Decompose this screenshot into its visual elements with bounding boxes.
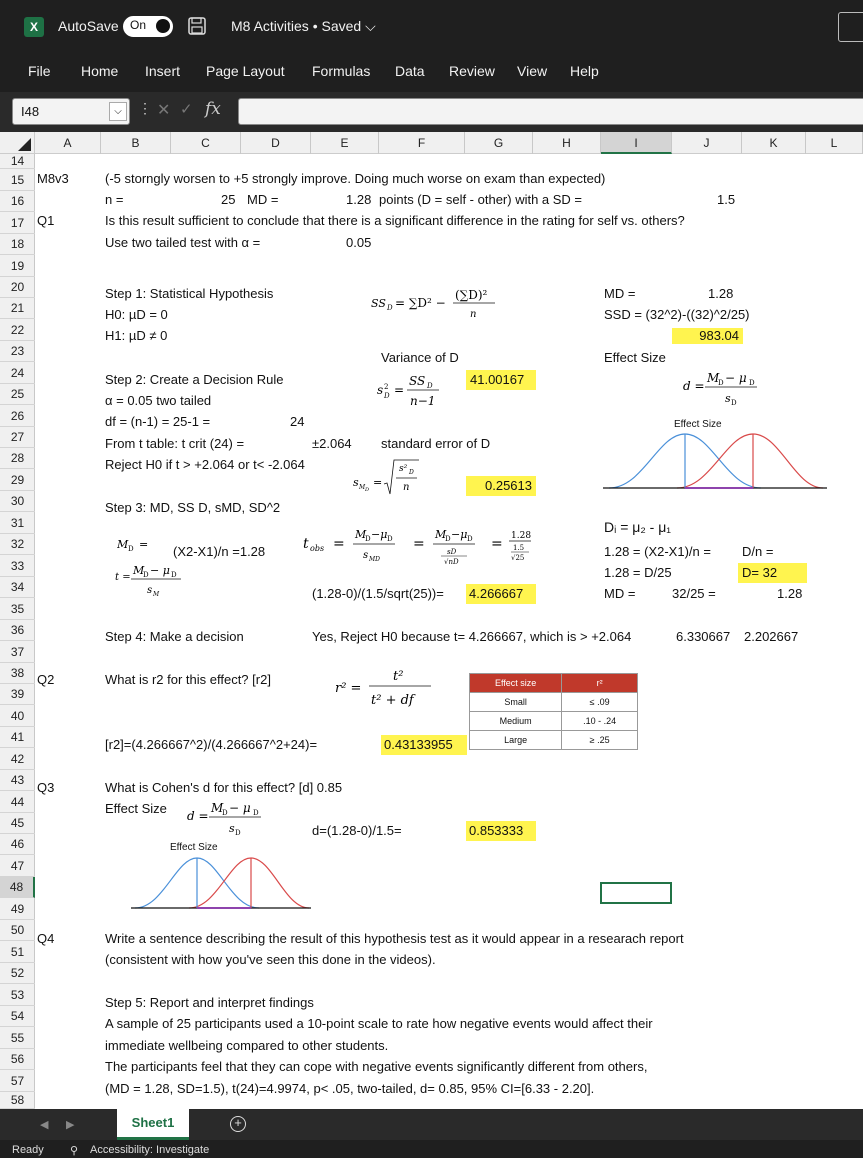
column-header-e[interactable]: E bbox=[311, 132, 379, 154]
cell-g29[interactable]: 0.25613 bbox=[466, 476, 536, 496]
tab-help[interactable]: Help bbox=[570, 63, 599, 79]
row-header-23[interactable]: 23 bbox=[0, 341, 35, 362]
cell-i21[interactable]: SSD = (32^2)-((32)^2/25) bbox=[604, 307, 750, 322]
row-header-52[interactable]: 52 bbox=[0, 963, 35, 984]
status-bar bbox=[0, 1140, 863, 1158]
svg-text:D: D bbox=[222, 809, 228, 817]
column-header-j[interactable]: J bbox=[672, 132, 742, 154]
cell-k32[interactable]: D/n = bbox=[742, 544, 774, 559]
svg-text:=: = bbox=[333, 536, 345, 552]
save-icon[interactable] bbox=[188, 17, 206, 35]
r-squared-formula bbox=[335, 660, 445, 710]
svg-text:t² + df: t² + df bbox=[371, 693, 414, 708]
title-bar bbox=[0, 0, 863, 52]
row-header-47[interactable]: 47 bbox=[0, 855, 35, 877]
row-header-22[interactable]: 22 bbox=[0, 319, 35, 341]
md-formula bbox=[117, 532, 175, 556]
svg-text:−μ: −μ bbox=[451, 528, 468, 541]
svg-text:=: = bbox=[491, 536, 503, 552]
cell-b28[interactable]: Reject H0 if t > +2.064 or t< -2.064 bbox=[105, 457, 305, 472]
t-obs-numerator: 1.28 bbox=[511, 531, 532, 541]
cell-b41[interactable]: [r2]=(4.266667^2)/(4.266667^2+24)= bbox=[105, 737, 318, 752]
cell-f27[interactable]: standard error of D bbox=[381, 436, 491, 451]
cell-j20[interactable]: 1.28 bbox=[708, 286, 734, 301]
svg-text:M: M bbox=[211, 801, 224, 815]
worksheet-grid[interactable] bbox=[35, 154, 863, 1109]
svg-text:M: M bbox=[153, 591, 160, 598]
cell-j22[interactable]: 983.04 bbox=[672, 328, 743, 344]
svg-text:= ∑D² −: = ∑D² − bbox=[395, 296, 446, 310]
svg-text:D: D bbox=[128, 545, 134, 553]
column-header-l[interactable]: L bbox=[806, 132, 863, 154]
cell-b30[interactable]: Step 3: MD, SS D, sMD, SD^2 bbox=[105, 500, 281, 515]
row-header-30[interactable]: 30 bbox=[0, 491, 35, 512]
select-all-icon bbox=[18, 138, 31, 151]
svg-text:− μ: − μ bbox=[725, 371, 747, 385]
svg-text:M: M bbox=[359, 484, 366, 491]
row-header-29[interactable]: 29 bbox=[0, 469, 35, 491]
svg-text:t: t bbox=[303, 536, 309, 552]
ribbon-tabs bbox=[0, 52, 863, 92]
cohens-d-formula bbox=[669, 366, 769, 410]
svg-text:(∑D)²: (∑D)² bbox=[455, 288, 488, 302]
svg-text:D: D bbox=[718, 379, 724, 387]
add-sheet-icon[interactable]: + bbox=[230, 1116, 246, 1132]
cell-b15[interactable]: (-5 storngly worsen to +5 strongly improve. Doing much worse on exam than expected) bbox=[105, 171, 606, 186]
effect-size-distributions bbox=[603, 430, 827, 490]
column-header-i[interactable]: I bbox=[601, 132, 672, 154]
svg-text:D: D bbox=[409, 469, 414, 476]
cell-b55[interactable]: immediate wellbeing compared to other students. bbox=[105, 1038, 389, 1053]
svg-text:D: D bbox=[387, 304, 393, 312]
row-header-32[interactable]: 32 bbox=[0, 534, 35, 555]
row-header-37[interactable]: 37 bbox=[0, 641, 35, 663]
column-header-a[interactable]: A bbox=[35, 132, 101, 154]
row-header-42[interactable]: 42 bbox=[0, 748, 35, 770]
row-header-34[interactable]: 34 bbox=[0, 577, 35, 598]
effect-table-cell: ≥ .25 bbox=[562, 731, 638, 750]
svg-text:D: D bbox=[171, 571, 177, 579]
cell-b20[interactable]: Step 1: Statistical Hypothesis bbox=[105, 286, 274, 301]
row-header-44[interactable]: 44 bbox=[0, 791, 35, 813]
cell-b25[interactable]: α = 0.05 two tailed bbox=[105, 393, 212, 408]
svg-text:s: s bbox=[353, 476, 359, 489]
row-header-50[interactable]: 50 bbox=[0, 920, 35, 941]
variance-formula bbox=[377, 366, 447, 412]
row-header-17[interactable]: 17 bbox=[0, 212, 35, 234]
svg-text:√nD: √nD bbox=[444, 558, 459, 566]
cell-f36[interactable]: Yes, Reject H0 because t= 4.266667, which is > +2.064 bbox=[312, 629, 632, 644]
cell-b50[interactable]: Write a sentence describing the result of this hypothesis test as it would appear in a researach report bbox=[105, 931, 684, 946]
tab-view[interactable]: View bbox=[517, 63, 548, 79]
tab-formulas[interactable]: Formulas bbox=[312, 63, 371, 79]
excel-icon: X bbox=[24, 17, 44, 37]
more-icon: ⋮ bbox=[138, 100, 152, 116]
row-header-14[interactable]: 14 bbox=[0, 154, 35, 169]
row-header-20[interactable]: 20 bbox=[0, 277, 35, 298]
svg-text:sD: sD bbox=[447, 548, 457, 556]
cell-b57[interactable]: (MD = 1.28, SD=1.5), t(24)=4.9974, p< .05, two-tailed, d= 0.85, 95% CI=[6.33 - 2.20]. bbox=[105, 1081, 595, 1096]
svg-text:D: D bbox=[467, 535, 473, 543]
formula-input[interactable] bbox=[238, 98, 863, 125]
row-header-28[interactable]: 28 bbox=[0, 448, 35, 469]
cell-g45[interactable]: 0.853333 bbox=[466, 821, 536, 841]
effect-table-header-r2: r² bbox=[562, 674, 638, 693]
svg-text:s: s bbox=[363, 550, 369, 561]
tab-data[interactable]: Data bbox=[395, 63, 425, 79]
cell-d27[interactable]: ±2.064 bbox=[312, 436, 352, 451]
column-headers bbox=[0, 132, 863, 154]
row-header-36[interactable]: 36 bbox=[0, 620, 35, 641]
column-header-g[interactable]: G bbox=[465, 132, 533, 154]
toggle-knob bbox=[156, 19, 170, 33]
tab-review[interactable]: Review bbox=[449, 63, 495, 79]
svg-text:r² =: r² = bbox=[335, 681, 362, 696]
row-header-16[interactable]: 16 bbox=[0, 191, 35, 212]
status-ready: Ready bbox=[12, 1144, 44, 1156]
svg-text:s: s bbox=[725, 392, 731, 405]
tab-home[interactable]: Home bbox=[81, 63, 119, 79]
svg-text:D: D bbox=[253, 809, 259, 817]
t-obs-sqrt-n: √25 bbox=[511, 554, 525, 562]
svg-text:D: D bbox=[387, 535, 393, 543]
svg-text:D: D bbox=[731, 399, 737, 407]
row-header-49[interactable]: 49 bbox=[0, 898, 35, 920]
row-header-41[interactable]: 41 bbox=[0, 727, 35, 748]
svg-text:SS: SS bbox=[371, 297, 386, 310]
row-header-51[interactable]: 51 bbox=[0, 941, 35, 963]
cell-l34[interactable]: 1.28 bbox=[777, 586, 803, 601]
row-headers bbox=[0, 154, 35, 1109]
svg-text:D: D bbox=[235, 829, 241, 837]
svg-text:s: s bbox=[377, 383, 384, 397]
cell-f34[interactable]: (1.28-0)/(1.5/sqrt(25))= bbox=[312, 586, 444, 601]
row-header-53[interactable]: 53 bbox=[0, 984, 35, 1006]
svg-text:M: M bbox=[133, 564, 145, 577]
svg-text:SS: SS bbox=[409, 374, 426, 388]
tab-insert[interactable]: Insert bbox=[145, 63, 181, 79]
row-header-58[interactable]: 58 bbox=[0, 1092, 35, 1109]
svg-text:s²: s² bbox=[399, 464, 408, 474]
cell-k33[interactable]: D= 32 bbox=[738, 563, 807, 583]
svg-text:M: M bbox=[355, 528, 367, 541]
effect-table-cell: Medium bbox=[470, 712, 562, 731]
cell-f16[interactable]: points (D = self - other) with a SD = bbox=[379, 192, 583, 207]
cell-b21[interactable]: H0: µD = 0 bbox=[105, 307, 168, 322]
effect-size-caption: Effect Size bbox=[674, 419, 722, 430]
svg-text:=: = bbox=[413, 536, 425, 552]
svg-text:=: = bbox=[394, 383, 405, 397]
formula-bar bbox=[0, 92, 863, 132]
row-header-38[interactable]: 38 bbox=[0, 663, 35, 684]
svg-text:M: M bbox=[707, 371, 720, 385]
sheet-tab-sheet1[interactable]: Sheet1 bbox=[117, 1109, 189, 1140]
svg-text:n: n bbox=[403, 482, 410, 493]
svg-text:M: M bbox=[117, 538, 129, 551]
svg-text:M: M bbox=[435, 528, 447, 541]
cohens-d-formula-q3 bbox=[181, 796, 281, 840]
effect-size-distributions-q3 bbox=[131, 854, 311, 910]
svg-text:s: s bbox=[229, 822, 235, 835]
svg-text:=: = bbox=[139, 538, 149, 551]
cell-c32[interactable]: (X2-X1)/n =1.28 bbox=[173, 544, 266, 559]
cell-i20[interactable]: MD = bbox=[604, 286, 636, 301]
row-header-48[interactable]: 48 bbox=[0, 877, 35, 898]
cell-j36[interactable]: 6.330667 bbox=[676, 629, 731, 644]
svg-text:D: D bbox=[749, 379, 755, 387]
row-header-35[interactable]: 35 bbox=[0, 598, 35, 620]
row-header-21[interactable]: 21 bbox=[0, 298, 35, 319]
accessibility-status[interactable]: Accessibility: Investigate bbox=[90, 1144, 210, 1156]
row-header-55[interactable]: 55 bbox=[0, 1027, 35, 1049]
prev-sheet-icon[interactable]: ◀ bbox=[40, 1119, 49, 1131]
cell-a43[interactable]: Q3 bbox=[37, 780, 55, 795]
svg-text:t =: t = bbox=[115, 572, 131, 583]
cell-a17[interactable]: Q1 bbox=[37, 213, 55, 228]
column-header-c[interactable]: C bbox=[171, 132, 241, 154]
check-icon[interactable]: ✓ bbox=[180, 101, 193, 118]
column-header-d[interactable]: D bbox=[241, 132, 311, 154]
svg-text:D: D bbox=[365, 487, 370, 493]
svg-text:− μ: − μ bbox=[229, 801, 251, 815]
cell-k36[interactable]: 2.202667 bbox=[744, 629, 799, 644]
cell-b22[interactable]: H1: µD ≠ 0 bbox=[105, 328, 168, 343]
cell-i34[interactable]: MD = bbox=[604, 586, 636, 601]
svg-text:d =: d = bbox=[187, 809, 209, 823]
standard-error-formula bbox=[353, 454, 433, 504]
column-header-k[interactable]: K bbox=[742, 132, 806, 154]
row-header-24[interactable]: 24 bbox=[0, 362, 35, 384]
cell-b16[interactable]: n = bbox=[105, 192, 124, 207]
cell-a50[interactable]: Q4 bbox=[37, 931, 55, 946]
table-row bbox=[470, 693, 638, 712]
name-box[interactable] bbox=[12, 98, 130, 125]
cell-b26[interactable]: df = (n-1) = 25-1 = bbox=[105, 414, 211, 429]
cell-b17[interactable]: Is this result sufficient to conclude that there is a significant difference in the rating for self vs. others? bbox=[105, 213, 685, 228]
cell-b18[interactable]: Use two tailed test with α = bbox=[105, 235, 261, 250]
row-header-18[interactable]: 18 bbox=[0, 234, 35, 255]
cell-i31[interactable]: Dᵢ = μ₂ - μ₁ bbox=[604, 519, 671, 535]
effect-table-cell: Small bbox=[470, 693, 562, 712]
row-header-25[interactable]: 25 bbox=[0, 384, 35, 405]
svg-text:D: D bbox=[445, 535, 451, 543]
svg-text:D: D bbox=[427, 382, 433, 390]
cell-i23[interactable]: Effect Size bbox=[604, 350, 666, 365]
cell-g34[interactable]: 4.266667 bbox=[466, 584, 536, 604]
cell-b27[interactable]: From t table: t crit (24) = bbox=[105, 436, 245, 451]
cancel-icon[interactable]: ✕ bbox=[157, 102, 171, 119]
row-header-40[interactable]: 40 bbox=[0, 705, 35, 727]
active-cell-i48[interactable] bbox=[600, 882, 672, 904]
effect-table-cell: ≤ .09 bbox=[562, 693, 638, 712]
column-header-b[interactable]: B bbox=[101, 132, 171, 154]
row-header-26[interactable]: 26 bbox=[0, 405, 35, 427]
window-control[interactable] bbox=[838, 12, 863, 42]
row-header-45[interactable]: 45 bbox=[0, 813, 35, 834]
svg-text:− μ: − μ bbox=[150, 564, 170, 577]
cell-b38[interactable]: What is r2 for this effect? [r2] bbox=[105, 672, 271, 687]
insert-function-icon[interactable]: fx bbox=[205, 99, 221, 119]
cell-b51[interactable]: (consistent with how you've seen this done in the videos). bbox=[105, 952, 436, 967]
row-header-43[interactable]: 43 bbox=[0, 770, 35, 791]
cell-g24[interactable]: 41.00167 bbox=[466, 370, 536, 390]
svg-text:D: D bbox=[384, 392, 390, 400]
table-row bbox=[470, 712, 638, 731]
row-header-54[interactable]: 54 bbox=[0, 1006, 35, 1027]
effect-table-cell: Large bbox=[470, 731, 562, 750]
cell-b24[interactable]: Step 2: Create a Decision Rule bbox=[105, 372, 284, 387]
cell-a38[interactable]: Q2 bbox=[37, 672, 55, 687]
cell-b56[interactable]: The participants feel that they can cope with negative events significantly different from others, bbox=[105, 1059, 648, 1074]
cell-b53[interactable]: Step 5: Report and interpret findings bbox=[105, 995, 314, 1010]
row-header-15[interactable]: 15 bbox=[0, 169, 35, 191]
accessibility-icon: ⚲ bbox=[70, 1145, 79, 1157]
cell-b44[interactable]: Effect Size bbox=[105, 801, 167, 816]
cell-c16[interactable]: 25 bbox=[221, 192, 236, 207]
cell-a15[interactable]: M8v3 bbox=[37, 171, 69, 186]
cell-f45[interactable]: d=(1.28-0)/1.5= bbox=[312, 823, 402, 838]
cell-e16[interactable]: 1.28 bbox=[346, 192, 372, 207]
svg-text:−μ: −μ bbox=[371, 528, 388, 541]
column-header-h[interactable]: H bbox=[533, 132, 601, 154]
t-observed-formula bbox=[303, 520, 573, 576]
cell-j34[interactable]: 32/25 = bbox=[672, 586, 716, 601]
effect-size-caption-q3: Effect Size bbox=[170, 842, 218, 853]
cell-d16[interactable]: MD = bbox=[247, 192, 279, 207]
cell-e18[interactable]: 0.05 bbox=[346, 235, 372, 250]
row-header-33[interactable]: 33 bbox=[0, 555, 35, 577]
sum-of-squares-formula bbox=[371, 282, 511, 324]
name-box-value: I48 bbox=[21, 104, 40, 119]
effect-table-cell: .10 - .24 bbox=[562, 712, 638, 731]
svg-text:n: n bbox=[470, 309, 477, 320]
svg-text:d =: d = bbox=[683, 379, 705, 393]
column-header-f[interactable]: F bbox=[379, 132, 465, 154]
next-sheet-icon[interactable]: ▶ bbox=[66, 1119, 75, 1131]
tab-file[interactable]: File bbox=[28, 63, 51, 79]
chevron-down-icon[interactable]: ⌵ bbox=[109, 102, 127, 121]
tab-page-layout[interactable]: Page Layout bbox=[206, 63, 285, 79]
cell-j16[interactable]: 1.5 bbox=[717, 192, 736, 207]
cell-i33[interactable]: 1.28 = D/25 bbox=[604, 565, 672, 580]
t-formula bbox=[115, 562, 195, 602]
cell-b54[interactable]: A sample of 25 participants used a 10-point scale to rate how negative events would affect their bbox=[105, 1016, 653, 1031]
svg-text:D: D bbox=[143, 571, 149, 579]
cell-d26[interactable]: 24 bbox=[290, 414, 305, 429]
cell-f23[interactable]: Variance of D bbox=[381, 350, 459, 365]
row-header-19[interactable]: 19 bbox=[0, 255, 35, 277]
svg-text:n−1: n−1 bbox=[410, 394, 436, 408]
svg-text:2: 2 bbox=[384, 383, 389, 391]
sheet-tab-bar bbox=[0, 1109, 863, 1140]
row-header-27[interactable]: 27 bbox=[0, 427, 35, 448]
row-header-31[interactable]: 31 bbox=[0, 512, 35, 534]
svg-text:t²: t² bbox=[393, 669, 404, 684]
row-header-46[interactable]: 46 bbox=[0, 834, 35, 855]
svg-text:s: s bbox=[147, 585, 153, 596]
t-obs-sd: 1.5 bbox=[513, 544, 525, 552]
svg-text:D: D bbox=[365, 535, 371, 543]
row-header-56[interactable]: 56 bbox=[0, 1049, 35, 1070]
select-all-button[interactable] bbox=[0, 132, 35, 154]
effect-size-table bbox=[469, 673, 638, 750]
cell-b43[interactable]: What is Cohen's d for this effect? [d] 0.85 bbox=[105, 780, 343, 795]
document-title[interactable]: M8 Activities • Saved ⌵ bbox=[231, 18, 376, 34]
svg-text:=: = bbox=[373, 476, 383, 489]
cell-b36[interactable]: Step 4: Make a decision bbox=[105, 629, 244, 644]
table-row bbox=[470, 731, 638, 750]
row-header-57[interactable]: 57 bbox=[0, 1070, 35, 1092]
cell-i32[interactable]: 1.28 = (X2-X1)/n = bbox=[604, 544, 711, 559]
autosave-toggle[interactable] bbox=[123, 16, 173, 37]
svg-text:MD: MD bbox=[369, 556, 380, 563]
svg-text:obs: obs bbox=[310, 544, 325, 553]
cell-f41[interactable]: 0.43133955 bbox=[381, 735, 467, 755]
effect-table-header-size: Effect size bbox=[470, 674, 562, 693]
autosave-label: AutoSave bbox=[58, 18, 119, 34]
row-header-39[interactable]: 39 bbox=[0, 684, 35, 705]
autosave-state: On bbox=[130, 18, 147, 32]
